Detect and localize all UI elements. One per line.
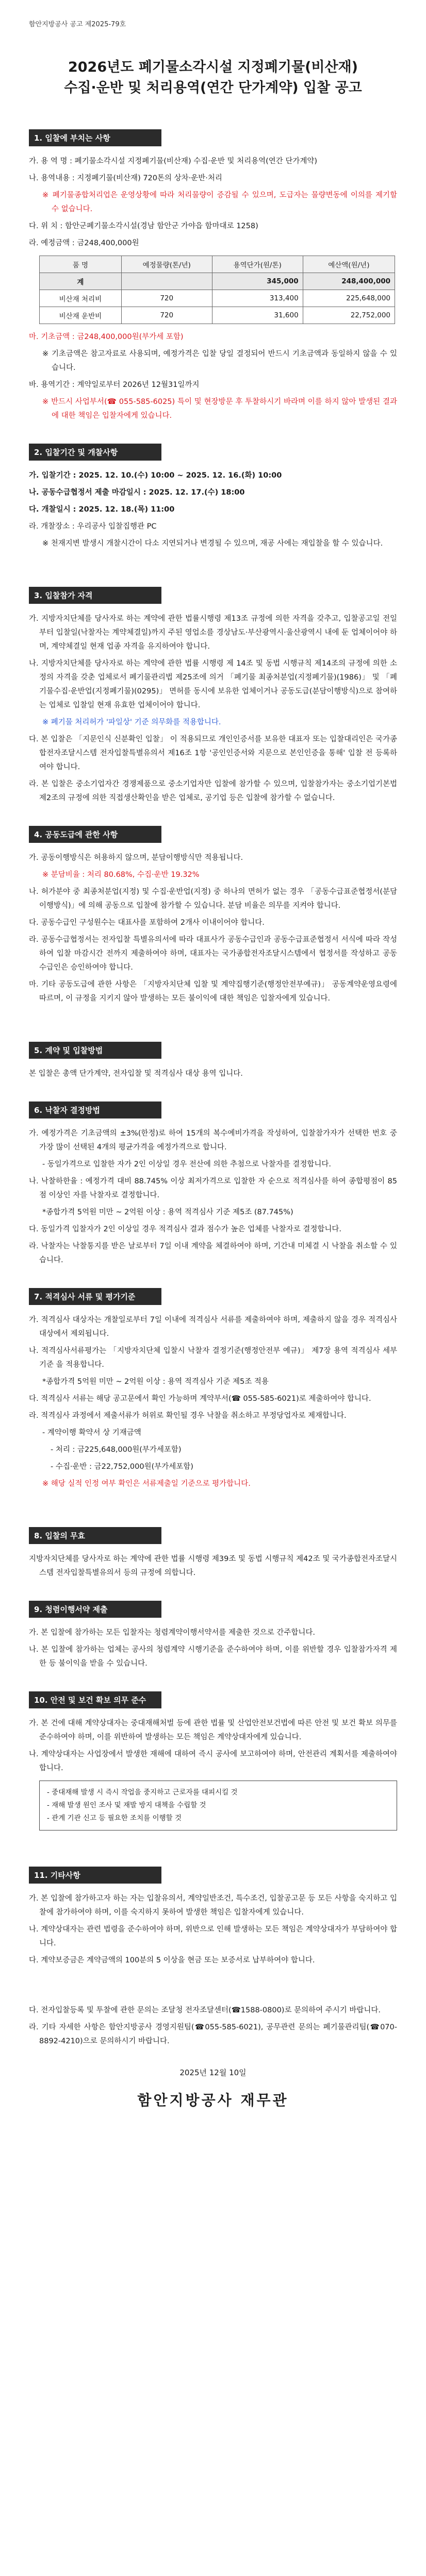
section-heading: 2. 입찰기간 및 개찰사항 <box>29 444 161 461</box>
section-joint-contract <box>29 826 397 1006</box>
budget-table <box>39 256 395 324</box>
table-row <box>40 290 395 307</box>
table-row <box>40 307 395 324</box>
review-a: 가. 적격심사 대상자는 개찰일로부터 7일 이내에 적격심사 서류를 제출하여야 하며, 제출하지 않을 경우 적격심사 대상에서 제외됩니다. <box>29 1316 397 1338</box>
qualification-b: 나. 지방자치단체를 당사자로 하는 계약에 관한 법률 시행령 제 14조 및 동법 시행규칙 제14조의 규정에 의한 소정의 자격을 갖춘 업체로서 폐기물관리법 제25조에 의거 「폐기물 최종처분업(지정폐기물)(1986)」 및 「폐기물수집·운반업(지정폐기물)(0295)」 면허를 동시에 보유한 업체이거나 공동도급(분담이행방식)으로 참여하는 업체로 입찰일 현재 유효한 업체이어야 합니다. <box>29 659 397 709</box>
other-b: 나. 계약상대자는 관련 법령을 준수하여야 하며, 위반으로 인해 발생하는 모든 책임은 계약상대자가 부담하여야 합니다. <box>29 1925 397 1947</box>
section-heading: 9. 청렴이행서약 제출 <box>29 1601 161 1618</box>
bid-period: 가. 입찰기간 : 2025. 12. 10.(수) 10:00 ~ 2025. 12. 16.(화) 10:00 <box>29 471 282 480</box>
joint-ratio-note: ※ 분담비율 : 처리 80.68%, 수집·운반 19.32% <box>42 871 200 879</box>
section-other <box>29 1867 397 1968</box>
section-heading: 6. 낙찰자 결정방법 <box>29 1101 161 1118</box>
document-number: 함안지방공사 공고 제2025-79호 <box>29 21 126 28</box>
notice-date: 2025년 12월 10일 <box>179 2068 247 2077</box>
opening-place: 라. 개찰장소 : 우리공사 입찰집행관 PC <box>29 522 157 531</box>
schedule-note: ※ 천재지변 발생시 개찰시간이 다소 지연되거나 변경될 수 있으며, 재공 사에는 재입찰을 할 수 있습니다. <box>42 539 383 548</box>
award-a: 가. 예정가격은 기초금액의 ±3%(한정)로 하여 15개의 복수예비가격을 작성하여, 입찰참가자가 선택한 번호 중 가장 많이 선택된 4개의 평균가격을 예정가격으로 합니다. <box>29 1129 397 1151</box>
agreement-deadline: 나. 공동수급협정서 제출 마감일시 : 2025. 12. 17.(수) 18:00 <box>29 488 245 497</box>
section-heading: 10. 안전 및 보건 확보 의무 준수 <box>29 1691 161 1708</box>
table-header: 품 명 <box>40 256 122 273</box>
table-header-row <box>40 256 395 273</box>
title-line-2: 수집·운반 및 처리용역(연간 단가계약) 입찰 공고 <box>64 80 362 96</box>
table-cell: 비산재 운반비 <box>40 307 122 324</box>
review-amount-2: - 수집·운반 : 금22,752,000원(부가세포함) <box>51 1463 193 1471</box>
base-amount-note: ※ 기초금액은 참고자료로 사용되며, 예정가격은 입찰 당일 결정되어 반드시 기초금액과 동일하지 않을 수 있습니다. <box>42 350 397 372</box>
safety-a: 가. 본 건에 대해 계약상대자는 중대재해처벌 등에 관한 법률 및 산업안전보건법에 따른 안전 및 보건 확보 의무를 준수하여야 하며, 이를 위반하여 발생하는 모든 책임은 계약상대자에게 있습니다. <box>29 1719 397 1741</box>
table-cell: 31,600 <box>212 307 303 324</box>
section-contract-method <box>29 1042 397 1081</box>
location: 다. 위 치 : 함안군폐기물소각시설(경남 함안군 가야읍 함마대로 1258) <box>29 222 258 230</box>
table-cell: 313,400 <box>212 290 303 307</box>
award-c: 다. 동일가격 입찰자가 2인 이상일 경우 적격심사 결과 점수가 높은 업체를 낙찰자로 결정합니다. <box>29 1225 342 1233</box>
table-cell: 22,752,000 <box>303 307 395 324</box>
other-c: 다. 계약보증금은 계약금액의 100분의 5 이상을 현금 또는 보증서로 납부하여야 합니다. <box>29 1956 315 1964</box>
review-b-note: *종합가격 5억원 미만 ~ 2억원 이상 : 용역 적격심사 기준 제5조 적용 <box>42 1378 269 1386</box>
table-cell: 225,648,000 <box>303 290 395 307</box>
table-row-total <box>40 273 395 290</box>
issuer-name: 함안지방공사 재무관 <box>137 2092 289 2109</box>
joint-e: 마. 기타 공동도급에 관한 사항은 「지방자치단체 입찰 및 계약집행기준(행정안전부예규)」 공동계약운영요령에 따르며, 이 규정을 지키지 않아 발생하는 모든 불이익에 대한 책임은 입찰자에게 있습니다. <box>29 980 397 1003</box>
contact-corporation: 라. 기타 자세한 사항은 함안지방공사 경영지원팀(☎055-585-6021), 공무관련 문의는 폐기물관리팀(☎070-8892-4210)으로 문의하시기 바랍니다. <box>29 2023 397 2045</box>
base-amount: 마. 기초금액 : 금248,400,000원(부가세 포함) <box>29 333 184 341</box>
section-heading: 4. 공동도급에 관한 사항 <box>29 826 161 843</box>
safety-b: 나. 계약상대자는 사업장에서 발생한 재해에 대하여 즉시 공사에 보고하여야 하며, 안전관리 계획서를 제출하여야 합니다. <box>29 1750 397 1772</box>
table-cell <box>121 273 212 290</box>
safety-box-item: - 재해 발생 원인 조사 및 재발 방지 대책을 수립할 것 <box>47 1801 206 1809</box>
contact-procurement: 다. 전자입찰등록 및 투찰에 관한 문의는 조달청 전자조달센터(☎1588-0800)로 문의하여 주시기 바랍니다. <box>29 2006 381 2014</box>
section-integrity-pledge <box>29 1601 397 1671</box>
section-qualification <box>29 587 397 805</box>
review-b: 나. 적격심사서류평가는 「지방자치단체 입찰시 낙찰자 결정기준(행정안전부 예규)」 제7장 용역 적격심사 세부기준 을 적용합니다. <box>29 1347 397 1369</box>
review-amount: - 처리 : 금225,648,000원(부가세포함) <box>51 1446 182 1454</box>
award-b-note: *종합가격 5억원 미만 ~ 2억원 이상 : 용역 적격심사 기준 제5조 (87.745%) <box>42 1208 293 1216</box>
section-invalid-bid <box>29 1527 397 1580</box>
award-d: 라. 낙찰자는 낙찰통지를 받은 날로부터 7일 이내 계약을 체결하여야 하며, 기간내 미체결 시 낙찰을 취소할 수 있습니다. <box>29 1242 397 1264</box>
joint-c: 다. 공동수급인 구성원수는 대표사를 포함하여 2개사 이내이어야 합니다. <box>29 919 265 927</box>
section-review-documents <box>29 1288 397 1491</box>
quantity-note: ※ 폐기물종합처리업은 운영상황에 따라 처리물량이 증감될 수 있으며, 도급자는 물량변동에 이의를 제기할 수 없습니다. <box>42 191 397 213</box>
table-header: 예산액(원/년) <box>303 256 395 273</box>
section-safety <box>29 1691 397 1831</box>
section-heading: 8. 입찰의 무효 <box>29 1527 161 1544</box>
section-heading: 1. 입찰에 부치는 사항 <box>29 129 161 146</box>
section-heading: 5. 계약 및 입찰방법 <box>29 1042 161 1059</box>
other-a: 가. 본 입찰에 참가하고자 하는 자는 입찰유의서, 계약일반조건, 특수조건, 입찰공고문 등 모든 사항을 숙지하고 입찰에 참가하여야 하며, 이를 숙지하지 못하여 발생한 책임은 입찰자에게 있습니다. <box>29 1894 397 1917</box>
safety-box-item: - 중대재해 발생 시 즉시 작업을 중지하고 근로자를 대피시킬 것 <box>47 1788 238 1797</box>
joint-b: 나. 허가분야 중 최종처분업(지정) 및 수집·운반업(지정) 중 하나의 면허가 없는 경우 「공동수급표준협정서(분담이행방식)」에 의해 공동으로 입찰에 참가할 수 있습니다. 분담 비율은 의무를 지켜야 합니다. <box>29 888 397 910</box>
integrity-b: 나. 본 입찰에 참가하는 업체는 공사의 청렴계약 시행기준을 준수하여야 하며, 이를 위반할 경우 입찰참가자격 제한 등 불이익을 받을 수 있습니다. <box>29 1646 397 1668</box>
table-cell: 345,000 <box>212 273 303 290</box>
award-a-note: - 동일가격으로 입찰한 자가 2인 이상일 경우 전산에 의한 추첨으로 낙찰자를 결정합니다. <box>42 1160 332 1168</box>
estimated-amount: 라. 예정금액 : 금248,400,000원 <box>29 239 139 247</box>
table-cell: 계 <box>40 273 122 290</box>
opening-date: 다. 개찰일시 : 2025. 12. 18.(목) 11:00 <box>29 505 175 514</box>
page-title <box>29 57 397 98</box>
table-header: 용역단가(원/톤) <box>212 256 303 273</box>
title-line-1: 2026년도 폐기물소각시설 지정폐기물(비산재) <box>68 59 358 75</box>
award-b: 나. 낙찰하한율 : 예정가격 대비 88.745% 이상 최저가격으로 입찰한 자 순으로 적격심사를 하여 종합평점이 85점 이상인 자를 낙찰자로 결정합니다. <box>29 1177 397 1199</box>
qualification-c: 다. 본 입찰은 「지문인식 신분확인 입찰」 이 적용되므로 개인인증서를 보유한 대표자 또는 입찰대리인은 국가종합전자조달시스템 전자입찰특별유의서 제16조 1항 '공인인증서와 지문으로 본인인증을 통해' 입찰 전 등록하여야 합니다. <box>29 735 397 771</box>
table-cell: 비산재 처리비 <box>40 290 122 307</box>
contract-method: 본 입찰은 총액 단가계약, 전자입찰 및 적격심사 대상 용역 입니다. <box>29 1070 243 1078</box>
qualification-a: 가. 지방자치단체를 당사자로 하는 계약에 관한 법률시행령 제13조 규정에 의한 자격을 갖추고, 입찰공고일 전일부터 입찰일(낙찰자는 계약체결일)까지 주된 영업소를 경상남도·부산광역시·울산광역시 내에 둔 업체이어야 하며, 계약체결일 현재 업종 자격을 유지하여야 합니다. <box>29 615 397 651</box>
site-visit-note: ※ 반드시 사업부서(☎ 055-585-6025) 특이 및 현장방문 후 투찰하시기 바라며 이를 하지 않아 발생된 결과에 대한 책임은 입찰자에게 있습니다. <box>42 398 397 420</box>
section-heading: 11. 기타사항 <box>29 1867 161 1884</box>
joint-a: 가. 공동이행방식은 허용하지 않으며, 분담이행방식만 적용됩니다. <box>29 854 243 862</box>
review-note: ※ 해당 실적 인정 여부 확인은 서류제출일 기준으로 평가합니다. <box>42 1480 251 1488</box>
section-heading: 3. 입찰참가 자격 <box>29 587 161 604</box>
safety-box <box>39 1781 397 1831</box>
integrity-a: 가. 본 입찰에 참가하는 모든 입찰자는 청렴계약이행서약서를 제출한 것으로 간주합니다. <box>29 1629 315 1637</box>
table-cell: 720 <box>121 290 212 307</box>
invalid-bid-text: 지방자치단체를 당사자로 하는 계약에 관한 법률 시행령 제39조 및 동법 시행규칙 제42조 및 국가종합전자조달시스템 전자입찰특별유의서 등의 규정에 의합니다. <box>29 1555 397 1577</box>
section-bidding-items <box>29 129 397 423</box>
section-heading: 7. 적격심사 서류 및 평가기준 <box>29 1288 161 1305</box>
joint-d: 라. 공동수급협정서는 전자입찰 특별유의서에 따라 대표사가 공동수급인과 공동수급표준협정서 서식에 따라 작성하여 입찰 마감시간 전까지 제출하여야 하며, 대표자는 국가종합전자조달시스템에서 협정서를 작성하고 공동수급인은 승인하여야 합니다. <box>29 936 397 972</box>
service-period: 바. 용역기간 : 계약일로부터 2026년 12월31일까지 <box>29 381 200 389</box>
section-award-method <box>29 1101 397 1267</box>
table-header: 예정물량(톤/년) <box>121 256 212 273</box>
service-content: 나. 용역내용 : 지정폐기물(비산재) 720톤의 상차·운반·처리 <box>29 174 222 182</box>
qualification-d: 라. 본 입찰은 중소기업자간 경쟁제품으로 중소기업자만 입찰에 참가할 수 있으며, 입찰참가자는 중소기업기본법 제2조의 규정에 의한 직접생산확인을 받은 업체로, 공기업 등은 입찰에 참가할 수 없습니다. <box>29 780 397 802</box>
safety-box-item: - 관계 기관 신고 등 필요한 조치를 이행할 것 <box>47 1814 182 1822</box>
service-name: 가. 용 역 명 : 폐기물소각시설 지정폐기물(비산재) 수집·운반 및 처리용역(연간 단가계약) <box>29 157 318 165</box>
table-cell: 720 <box>121 307 212 324</box>
review-d: 라. 적격심사 과정에서 제출서류가 허위로 확인될 경우 낙찰을 취소하고 부정당업자로 제재합니다. <box>29 1412 347 1420</box>
section-bid-schedule <box>29 444 397 551</box>
review-c: 다. 적격심사 서류는 해당 공고문에서 확인 가능하며 계약부서(☎ 055-585-6021)로 제출하여야 합니다. <box>29 1395 371 1403</box>
table-cell: 248,400,000 <box>303 273 395 290</box>
qualification-note: ※ 폐기물 처리허가 '파일상' 기준 의무화를 적용합니다. <box>42 718 221 726</box>
review-d-note: - 계약이행 확약서 상 기재금액 <box>42 1429 141 1437</box>
